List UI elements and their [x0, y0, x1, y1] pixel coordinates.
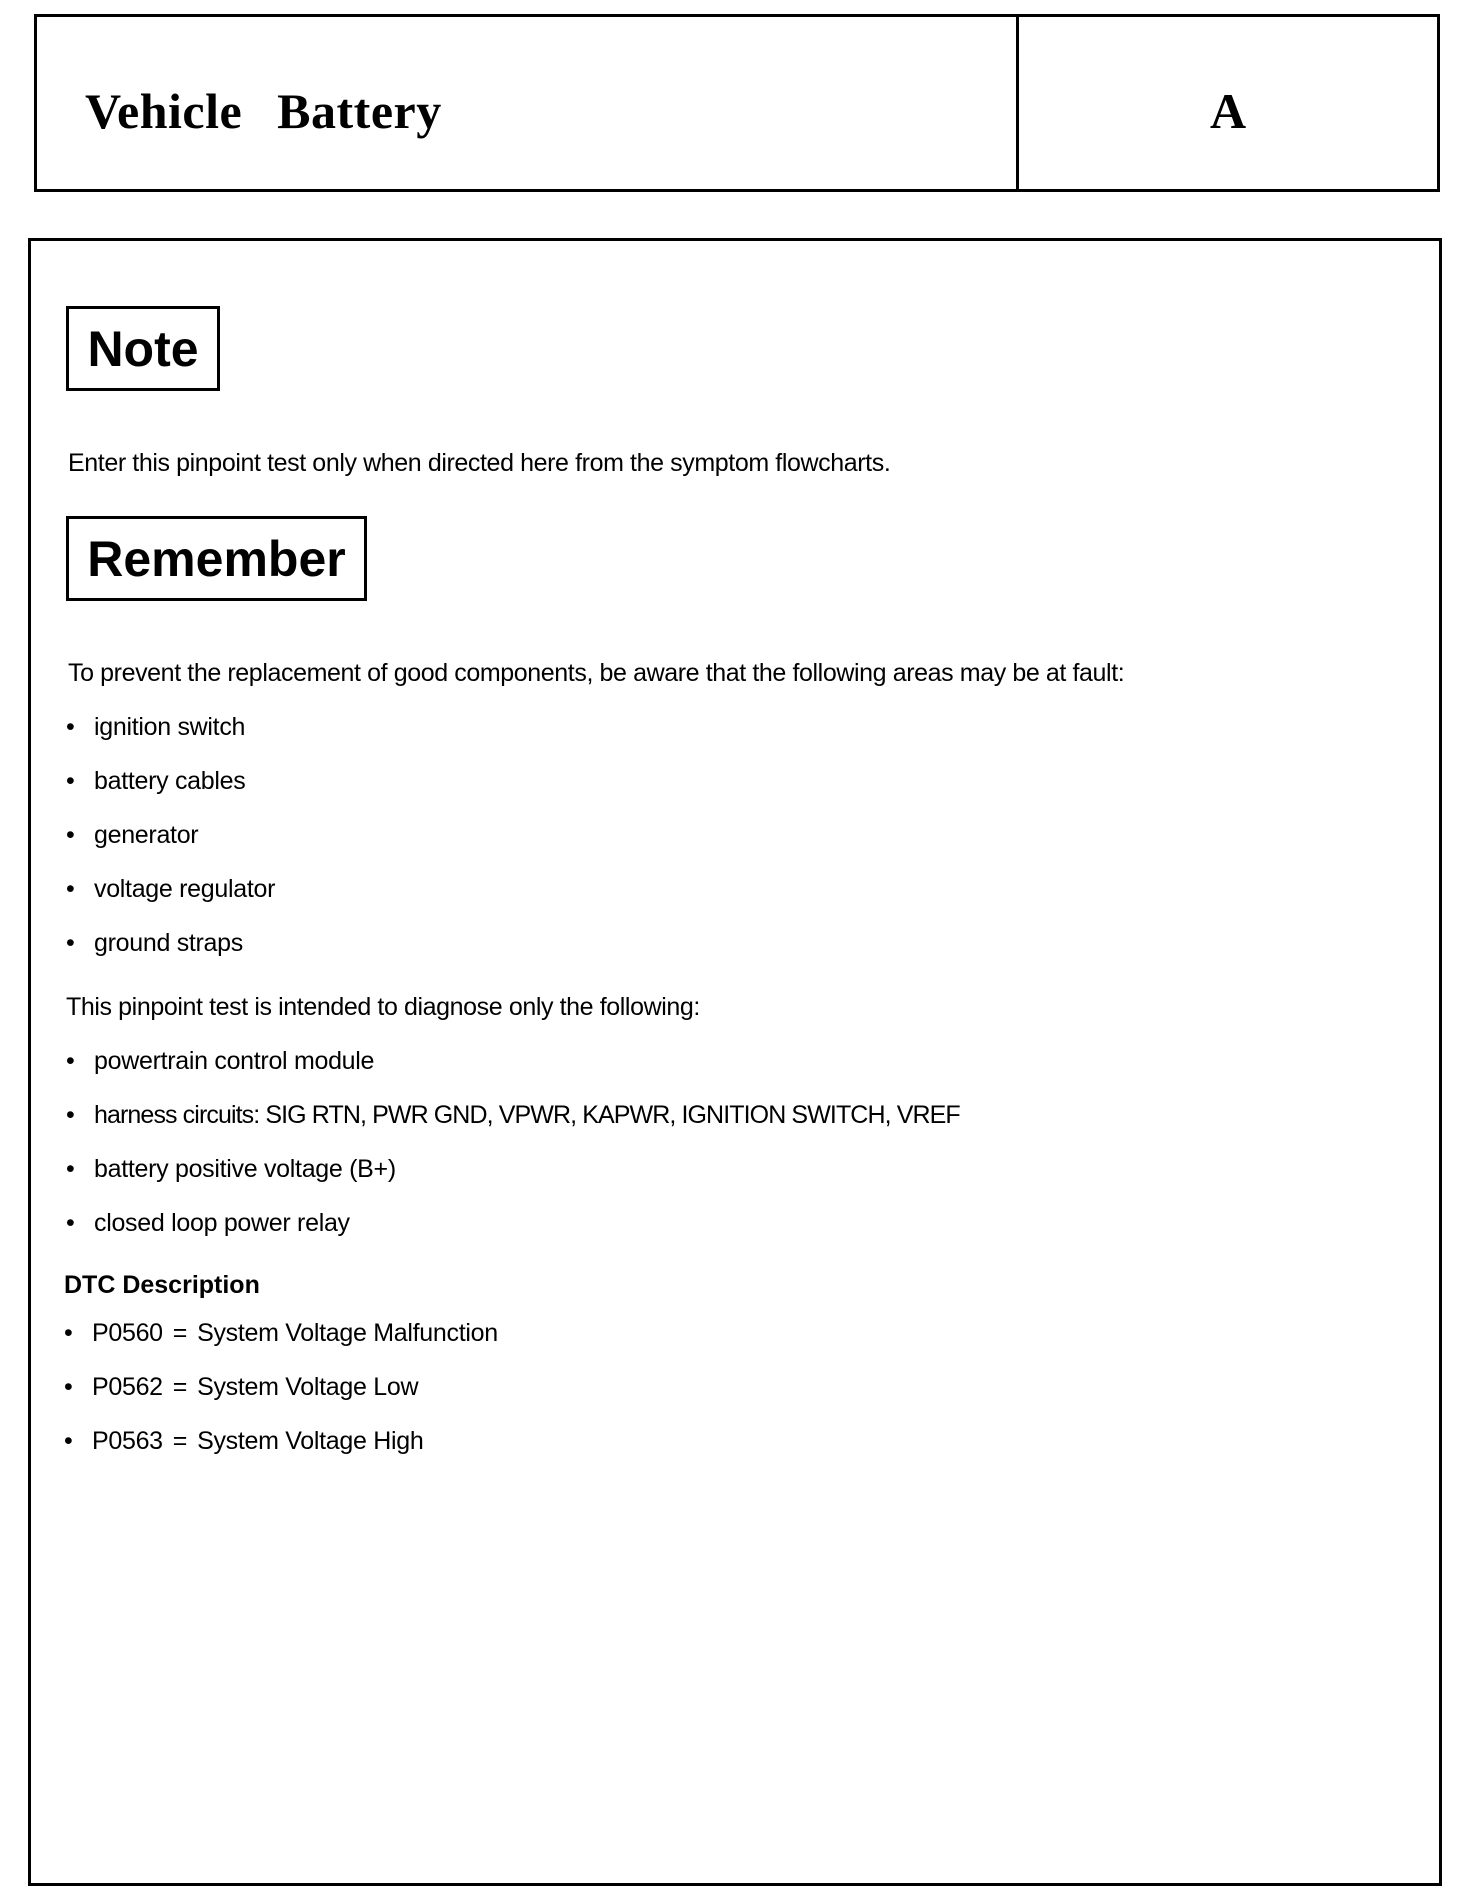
bullet-glyph: • — [66, 1209, 75, 1237]
dtc-heading: DTC Description — [64, 1271, 260, 1299]
bullet-glyph: • — [66, 929, 75, 957]
section-code: A — [1209, 83, 1247, 139]
dtc-code: P0563 — [92, 1427, 163, 1455]
diagnose-intro: This pinpoint test is intended to diagnose only the following: — [66, 993, 700, 1021]
equals-sign: = — [172, 1319, 188, 1347]
dtc-row — [64, 1319, 498, 1348]
list-item-label: voltage regulator — [94, 875, 276, 903]
bullet-glyph: • — [66, 767, 75, 795]
list-item-label: powertrain control module — [94, 1047, 375, 1075]
dtc-description: System Voltage High — [197, 1427, 424, 1455]
equals-sign: = — [172, 1373, 188, 1401]
bullet-glyph: • — [64, 1373, 73, 1401]
list-item — [66, 1209, 350, 1238]
list-item-label: harness circuits: SIG RTN, PWR GND, VPWR, KAPWR, IGNITION SWITCH, VREF — [94, 1101, 960, 1129]
bullet-glyph: • — [66, 1155, 75, 1183]
list-item-label: ignition switch — [94, 713, 246, 741]
bullet-glyph: • — [66, 875, 75, 903]
list-item — [66, 767, 245, 796]
list-item-label: generator — [94, 821, 199, 849]
list-item — [66, 1155, 396, 1184]
remember-intro: To prevent the replacement of good components, be aware that the following areas may be at fault: — [68, 659, 1125, 687]
list-item-label: battery cables — [94, 767, 246, 795]
dtc-row — [64, 1373, 418, 1402]
page-title: Vehicle Battery — [85, 83, 442, 139]
list-item — [66, 1047, 374, 1076]
dtc-description: System Voltage Malfunction — [197, 1319, 498, 1347]
equals-sign: = — [172, 1427, 188, 1455]
note-label-box — [66, 306, 220, 391]
list-item-label: closed loop power relay — [94, 1209, 350, 1237]
list-item — [66, 1101, 960, 1130]
list-item — [66, 929, 243, 958]
header-title-cell — [37, 17, 1019, 189]
bullet-glyph: • — [66, 1101, 74, 1129]
content-box — [28, 238, 1442, 1886]
bullet-glyph: • — [66, 713, 75, 741]
dtc-row — [64, 1427, 423, 1456]
bullet-glyph: • — [66, 821, 75, 849]
remember-label-box — [66, 516, 367, 601]
list-item — [66, 713, 245, 742]
note-text: Enter this pinpoint test only when directed here from the symptom flowcharts. — [68, 449, 891, 477]
header-box — [34, 14, 1440, 192]
list-item — [66, 875, 275, 904]
bullet-glyph: • — [64, 1319, 73, 1347]
header-code-cell — [1019, 17, 1437, 189]
note-label: Note — [87, 320, 199, 377]
list-item — [66, 821, 198, 850]
bullet-glyph: • — [66, 1047, 75, 1075]
dtc-code: P0560 — [92, 1319, 163, 1347]
dtc-description: System Voltage Low — [197, 1373, 419, 1401]
list-item-label: ground straps — [94, 929, 243, 957]
list-item-label: battery positive voltage (B+) — [94, 1155, 396, 1183]
bullet-glyph: • — [64, 1427, 73, 1455]
dtc-code: P0562 — [92, 1373, 163, 1401]
remember-label: Remember — [87, 530, 346, 587]
